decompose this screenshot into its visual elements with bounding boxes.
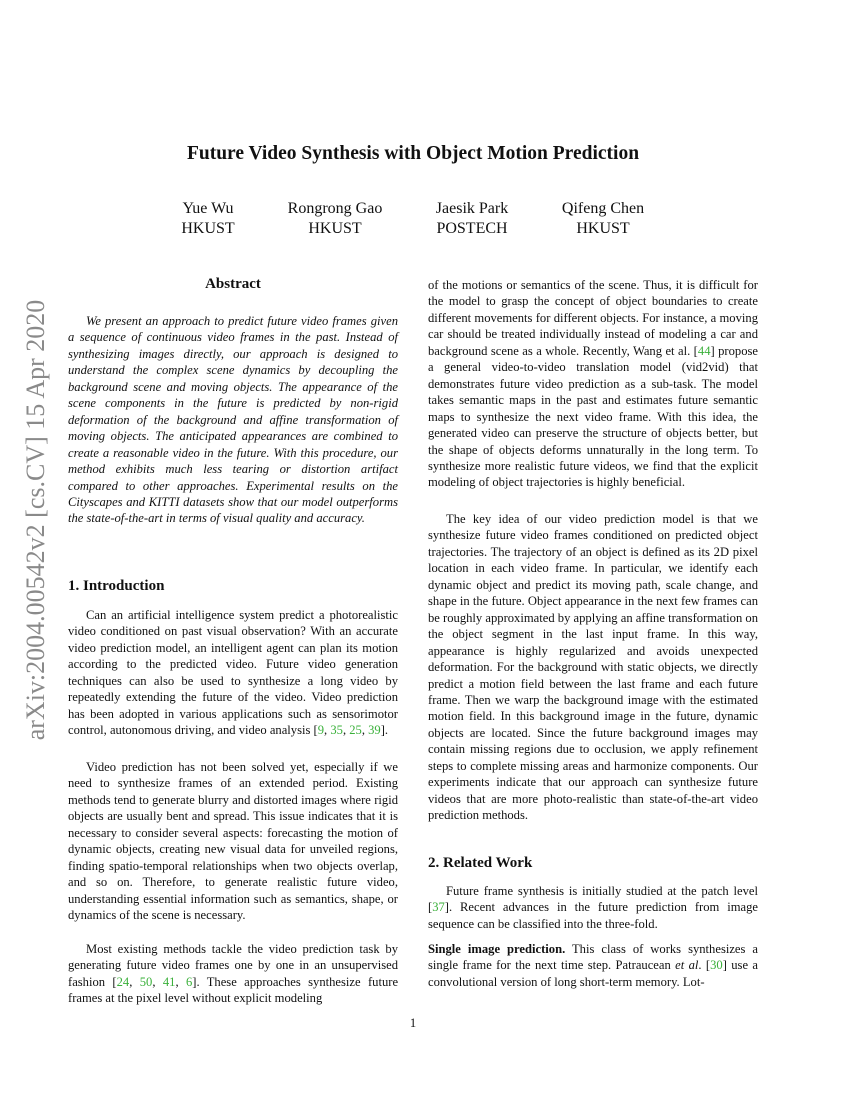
author-name: Jaesik Park: [435, 200, 509, 217]
introduction-heading: 1. Introduction: [68, 578, 165, 594]
citation[interactable]: 35: [330, 723, 343, 738]
citation[interactable]: 39: [368, 723, 381, 738]
page-number: 1: [409, 1016, 417, 1030]
author-name: Yue Wu: [182, 200, 234, 217]
intro-paragraph-3-continued: of the motions or semantics of the scene. Thus, it is difficult for the model to grasp the concept of object boundaries to create different movements for different objects. For instance, a moving car should be treated individually instead of modeling a car and background scene as a whole. Recently, Wang et al. [44] propose a general video-to-video translation model (vid2vid) that demonstrates future video prediction as a sub-task. The model takes semantic maps in the past and estimates future semantic maps to synthesize the next video frame. With this idea, the generated video can preserve the structure of objects better, but the shape of objects deforms unnaturally in the long term. To synthesize more realistic future videos, we find that the explicit modeling of object trajectories is highly beneficial.: [428, 278, 758, 490]
citation[interactable]: 41: [162, 974, 176, 989]
related-work-heading: 2. Related Work: [428, 855, 533, 871]
abstract-text: We present an approach to predict future video frames given a sequence of continuous video frames in the past. Instead of synthesizing images directly, our approach is designed to understand the complex scene dynamics by decoupling the background scene and moving objects. The appearance of the scene components in the future is predicted by non-rigid deformation of the background and affine transformation of moving objects. The anticipated appearances are combined to create a reasonable video in the future. With this procedure, our method exhibits much less tearing or distortion artifact compared to other approaches. Experimental results on the Cityscapes and KITTI datasets show that our model outperforms the state-of-the-art in terms of visual quality and accuracy.: [68, 314, 398, 526]
run-in-heading: Single image prediction.: [428, 942, 566, 956]
citation[interactable]: 37: [432, 900, 445, 915]
abstract-heading: Abstract: [205, 276, 261, 292]
author-affiliation: HKUST: [308, 220, 362, 237]
arxiv-stamp: [18, 290, 54, 750]
author-4: [528, 199, 678, 239]
citation[interactable]: 50: [139, 974, 153, 989]
author-3: [397, 199, 547, 239]
intro-paragraph-4: The key idea of our video prediction model is that we synthesize future video frames conditioned on predicted object trajectories. The trajectory of an object is defined as its 2D pixel location in each video frame. In particular, we identify each dynamic object and predict its moving path, scale change, and shape in the future. Object appearance in the next few frames can be roughly approximated by applying an affine transformation on the object segment in the last input frame. In this way, appearance is highly regularized and avoids unexpected deformation. For the background with static objects, we directly predict a motion field between the last frame and each future frame. Then we warp the background image with the estimated motion field. In this background image in the future, dynamic objects are located. Since the future background images may contain missing regions due to occlusion, we apply refinement steps to complete missing areas and harmonize components. Our experiments indicate that our approach can synthesize future videos that are more photo-realistic than state-of-the-art video prediction methods.: [428, 512, 758, 823]
intro-paragraph-2: Video prediction has not been solved yet, especially if we need to synthesize frames of an extended period. Existing methods tend to generate blurry and distorted images where rigid objects are usually bent and spread. This issue indicates that it is necessary to consider several aspects: forecasting the motion of dynamic objects, creating new visual data for unveiled regions, finding spatio-temporal relationships when two objects overlap, and so on. Therefore, to generate realistic future video, understanding essential information such as semantics, shape, or dynamics of the scene is necessary.: [68, 760, 398, 923]
paper-title: Future Video Synthesis with Object Motion Prediction: [186, 143, 640, 164]
citation[interactable]: 44: [697, 343, 711, 358]
arxiv-stamp-text: arXiv:2004.00542v2 [cs.CV] 15 Apr 2020: [21, 299, 50, 741]
author-affiliation: HKUST: [181, 220, 235, 237]
citation[interactable]: 30: [710, 958, 723, 973]
citation[interactable]: 9: [317, 723, 325, 738]
author-name: Qifeng Chen: [561, 200, 645, 217]
citation[interactable]: 25: [349, 723, 362, 738]
author-2: [260, 199, 410, 239]
author-name: Rongrong Gao: [287, 200, 383, 217]
related-paragraph-1: Future frame synthesis is initially studied at the patch level [37]. Recent advances in the future prediction from image sequence can be classified into the three-fold.: [428, 884, 758, 931]
citation[interactable]: 6: [185, 974, 193, 989]
intro-paragraph-3: Most existing methods tackle the video prediction task by generating future video frames one by one in an unsupervised fashion [24, 50, 41, 6]. These approaches synthesize future frames at the pixel level without explicit modeling: [68, 942, 399, 1006]
author-affiliation: HKUST: [576, 220, 630, 237]
related-paragraph-2: Single image prediction. This class of works synthesizes a single frame for the next time step. Patraucean et al. [30] use a convolutional version of long short-term memory. Lot-: [428, 942, 758, 989]
citation[interactable]: 24: [116, 974, 130, 989]
author-affiliation: POSTECH: [436, 220, 508, 237]
intro-paragraph-1: Can an artificial intelligence system predict a photorealistic video conditioned on past visual observation? With an accurate video prediction model, an intelligent agent can plan its motion according to the predicted video. Future video generation techniques can also be used to synthesize a long video by repeatedly extending the future of the video. Video prediction has been adopted in various applications such as sensorimotor control, autonomous driving, and video analysis [9, 35, 25, 39].: [68, 608, 398, 738]
